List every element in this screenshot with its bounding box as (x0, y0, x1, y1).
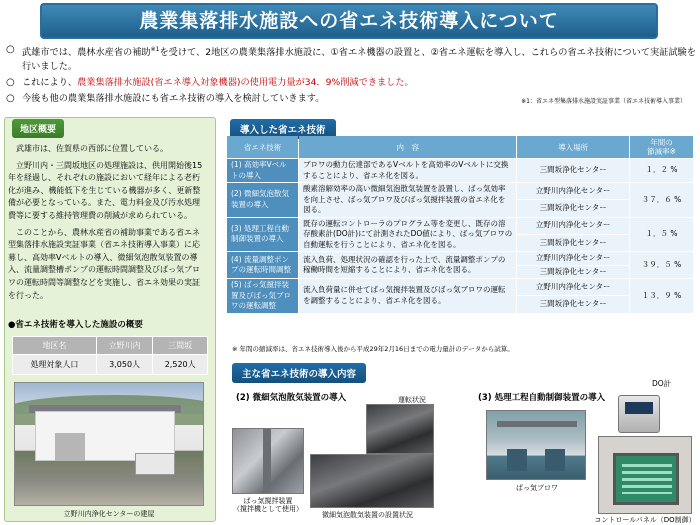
bullet-circle-icon: ○ (6, 93, 15, 105)
facility-heading: ●省エネ技術を導入した施設の概要 (8, 320, 143, 330)
bullet-circle-icon: ○ (6, 77, 15, 89)
control-panel-screen (613, 453, 679, 505)
tech-content: 流入負荷量に併せてばっ気撹拌装置及びばっ気ブロワの運転を調整することにより、省エネ化を図る。 (299, 279, 516, 313)
building-photo-caption: 立野川内浄化センターの建屋 (63, 510, 155, 518)
tech-heading: 導入した省エネ技術 (230, 119, 336, 139)
tech-note: ※ 年間の縮減率は、省エネ技術導入後から平成29年2月16日までの電力量計のデータから試算。 (232, 345, 514, 353)
label-diffuser: 微細気泡散気装置の設置状況 (322, 511, 413, 519)
page-title: 農業集落排水施設への省エネ技術導入について (40, 3, 658, 39)
tech-table (226, 135, 694, 314)
tech-place: 三間坂浄化センター (517, 235, 629, 251)
label-blower: ばっ気ブロワ (516, 484, 558, 492)
intro-bullet-1 (6, 43, 696, 74)
facility-header-0: 地区名 (13, 337, 97, 355)
tech-header-place: 導入場所 (517, 136, 629, 158)
district-description (8, 143, 206, 306)
label-do: DO計 (652, 379, 672, 388)
tech-name: (5) ばっ気撹拌装置及びばっ気ブロワの運転調整 (227, 279, 298, 313)
tech-header-rate: 年間の 節減率※ (630, 136, 693, 158)
tech-place: 三間坂浄化センター (517, 296, 629, 312)
table-row (227, 159, 693, 182)
stirrer-photo (232, 428, 304, 494)
tech-place: 立野川内浄化センター (517, 279, 629, 295)
blower-photo (486, 410, 586, 480)
facility-header-2: 三間坂 (153, 337, 208, 355)
tech-place: 立野川内浄化センター (517, 252, 629, 265)
intro-footnote: ※1：省エネ型集落排水施設実証事業（省エネ技術導入事業） (521, 98, 686, 106)
intro-footnote-ref: ※1 (150, 46, 160, 53)
district-para-2: 立野川内・三間坂地区の処理施設は、供用開始後15年を経過し、それぞれの施設において経年による老朽化が進み、機能低下を生じている機器が多く、更新整備が必要となっている。また、電力料金及び汚水処理費等に要する維持管理費の削減が求められている。 (8, 160, 203, 220)
tech-name: (1) 高効率Vベルトの導入 (227, 159, 298, 182)
building-photo (14, 382, 204, 506)
label-stirrer: ばっ気撹拌装置 （撹拌機として使用） (233, 497, 303, 513)
table-row (227, 279, 693, 295)
sub-heading-diffuser: (2) 微細気泡散気装置の導入 (236, 393, 347, 403)
tech-name: (4) 流量調整ポンプの運転時間調整 (227, 252, 298, 278)
intro-line2-a: これにより、 (22, 77, 78, 89)
main-content-heading: 主な省エネ技術の導入内容 (232, 363, 366, 383)
facility-table (12, 336, 208, 375)
intro-bullets (6, 43, 696, 111)
intro-line1-b: を受けて、2地区の農業集落排水施設に、①省エネ機器の設置と、②省エネ運転を導入し、これらの省エネ技術について実証試験を行いました。 (22, 47, 696, 73)
tech-content: 流入負荷、処理状況の確認を行った上で、流量調整ポンプの稼働時間を短縮することにより、省エネ化を図る。 (299, 252, 516, 278)
tech-name: (3) 処理工程自動制御装置の導入 (227, 218, 298, 252)
district-para-3: このことから、農林水産省の補助事業である省エネ型集落排水施設実証事業（省エネ技術導入事業）に応募し、高効率Vベルトの導入、微細気泡散気装置の導入、流量調整槽ポンプの運転時間調整及びばっ気ブロワの運転時間等調整などを実施し、省エネ効果の実証を行った。 (8, 227, 200, 300)
intro-line2-highlight: 農業集落排水施設(省エネ導入対象機器)の使用電力量が34．9%削減できました。 (77, 77, 414, 89)
photo-door (55, 433, 85, 461)
facility-cell-0: 処理対象人口 (13, 355, 97, 375)
intro-bullet-2 (6, 76, 696, 90)
photo-blower-unit (507, 449, 527, 471)
tech-name: (2) 微細気泡散気装置の導入 (227, 183, 298, 217)
tech-header-content: 内 容 (299, 136, 516, 158)
photo-truck (135, 453, 175, 475)
label-aeration-status: 運転状況 (398, 396, 426, 404)
tech-rate: １．５ % (630, 218, 693, 252)
photo-pipe (497, 421, 577, 427)
tech-place: 三間坂浄化センター (517, 159, 629, 182)
photo-blower-unit (545, 449, 565, 471)
do-meter-display (625, 402, 653, 414)
facility-cell-2: 2,520人 (153, 355, 208, 375)
intro-bullet-3 (6, 92, 696, 109)
intro-line3: 今後も他の農業集落排水施設にも省エネ技術の導入を検討していきます。 (22, 93, 325, 105)
tech-rate: ３７．６ % (630, 183, 693, 217)
table-row (227, 183, 693, 199)
control-panel-photo (598, 436, 692, 514)
aeration-status-photo (366, 404, 434, 454)
do-meter-photo (618, 395, 660, 433)
tech-content: 酸素溶解効率の高い微細気泡散気装置を設置し、ばっ気効率を向上させ、ばっ気ブロワ及びばっ気撹拌装置の省エネ化を図る。 (299, 183, 516, 217)
facility-cell-1: 3,050人 (96, 355, 152, 375)
tech-place: 立野川内浄化センター (517, 183, 629, 199)
tech-rate: ３９．５ % (630, 252, 693, 278)
tech-content: 既存の運転コントローラのプログラム等を変更し、既存の溶存酸素計(DO計)にて計測されたDO値により、ばっ気ブロワの自動運転を行うことにより、省エネ化を図る。 (299, 218, 516, 252)
district-heading: 地区概要 (12, 119, 64, 138)
diffuser-photo (310, 454, 434, 508)
table-row (227, 252, 693, 265)
tech-place: 立野川内浄化センター (517, 218, 629, 234)
tech-content: ブロワの動力伝達部であるVベルトを高効率のVベルトに交換することにより、省エネ化を図る。 (299, 159, 516, 182)
table-row (227, 218, 693, 234)
tech-rate: １．２ % (630, 159, 693, 182)
photo-pipe (263, 429, 271, 494)
label-panel: コントロールパネル（DO制御） (594, 516, 696, 524)
facility-header-1: 立野川内 (96, 337, 152, 355)
intro-line1-a: 武雄市では、農林水産省の補助 (22, 47, 151, 59)
sub-heading-control: (3) 処理工程自動制御装置の導入 (478, 393, 606, 403)
tech-header-name: 省エネ技術 (227, 136, 298, 158)
tech-place: 三間坂浄化センター (517, 266, 629, 279)
bullet-circle-icon: ○ (6, 44, 15, 55)
tech-rate: １３．９ % (630, 279, 693, 313)
district-para-1: 武雄市は、佐賀県の西部に位置している。 (16, 144, 168, 153)
tech-place: 三間坂浄化センター (517, 200, 629, 216)
